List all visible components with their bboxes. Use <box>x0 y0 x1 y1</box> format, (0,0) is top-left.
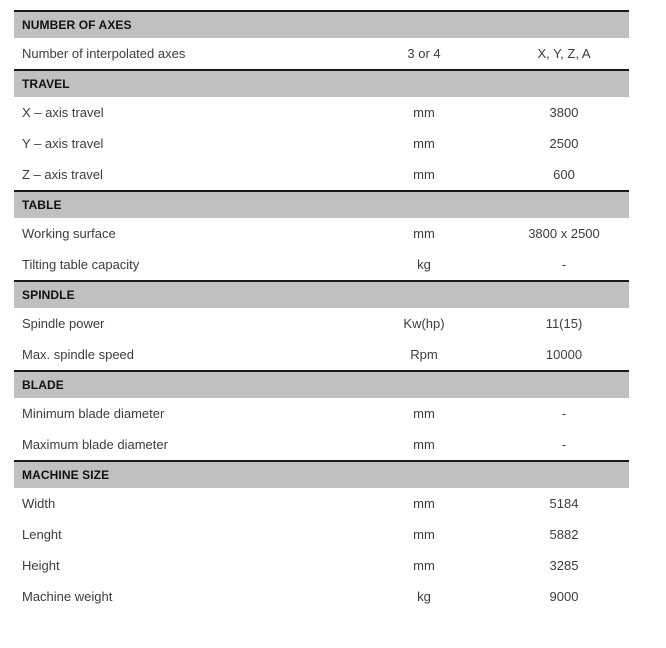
spec-row <box>14 488 629 519</box>
spec-label: Spindle power <box>22 316 105 331</box>
section-rows <box>14 218 629 280</box>
spec-value: 2500 <box>549 136 579 151</box>
section-rows <box>14 97 629 190</box>
spec-section <box>14 69 629 190</box>
section-header <box>14 69 629 97</box>
spec-section <box>14 190 629 280</box>
spec-row <box>14 550 629 581</box>
spec-value: - <box>561 406 567 421</box>
section-title: TRAVEL <box>22 77 70 91</box>
spec-unit: mm <box>413 105 435 120</box>
spec-value: 5184 <box>549 496 579 511</box>
spec-value: 600 <box>553 167 575 182</box>
section-title: MACHINE SIZE <box>22 468 110 482</box>
spec-label: Number of interpolated axes <box>22 46 186 61</box>
spec-unit: 3 or 4 <box>407 46 441 61</box>
spec-label: Y – axis travel <box>22 136 104 151</box>
spec-label: Working surface <box>22 226 116 241</box>
spec-label: Tilting table capacity <box>22 257 140 272</box>
spec-section <box>14 370 629 460</box>
section-header <box>14 280 629 308</box>
section-rows <box>14 488 629 612</box>
section-header <box>14 190 629 218</box>
spec-label: Max. spindle speed <box>22 347 135 362</box>
spec-value: 10000 <box>545 347 583 362</box>
spec-unit: mm <box>413 437 435 452</box>
spec-value: - <box>561 437 567 452</box>
spec-section <box>14 460 629 612</box>
spec-row <box>14 249 629 280</box>
machine-spec-table <box>14 10 629 612</box>
spec-label: Minimum blade diameter <box>22 406 165 421</box>
spec-row <box>14 128 629 159</box>
spec-row <box>14 38 629 69</box>
spec-row <box>14 159 629 190</box>
section-title: TABLE <box>22 198 62 212</box>
section-rows <box>14 398 629 460</box>
spec-label: Machine weight <box>22 589 113 604</box>
spec-unit: mm <box>413 406 435 421</box>
spec-unit: kg <box>417 257 431 272</box>
spec-row <box>14 218 629 249</box>
spec-row <box>14 398 629 429</box>
section-rows <box>14 38 629 69</box>
section-title: SPINDLE <box>22 288 75 302</box>
spec-value: X, Y, Z, A <box>537 46 591 61</box>
section-rows <box>14 308 629 370</box>
section-title: BLADE <box>22 378 64 392</box>
spec-unit: Rpm <box>410 347 438 362</box>
spec-row <box>14 581 629 612</box>
spec-value: 11(15) <box>545 316 583 331</box>
spec-unit: mm <box>413 558 435 573</box>
spec-value: 9000 <box>549 589 579 604</box>
spec-unit: mm <box>413 136 435 151</box>
section-title: NUMBER OF AXES <box>22 18 132 32</box>
section-header <box>14 460 629 488</box>
spec-unit: mm <box>413 496 435 511</box>
spec-value: 3285 <box>549 558 579 573</box>
spec-row <box>14 429 629 460</box>
spec-unit: mm <box>413 167 435 182</box>
spec-unit: Kw(hp) <box>403 316 445 331</box>
spec-section <box>14 10 629 69</box>
section-header <box>14 10 629 38</box>
spec-unit: kg <box>417 589 431 604</box>
spec-label: Width <box>22 496 56 511</box>
spec-label: Z – axis travel <box>22 167 103 182</box>
spec-row <box>14 97 629 128</box>
spec-unit: mm <box>413 226 435 241</box>
spec-label: Maximum blade diameter <box>22 437 168 452</box>
spec-unit: mm <box>413 527 435 542</box>
spec-value: 3800 x 2500 <box>528 226 600 241</box>
spec-section <box>14 280 629 370</box>
spec-row <box>14 339 629 370</box>
spec-value: - <box>561 257 567 272</box>
section-header <box>14 370 629 398</box>
spec-row <box>14 308 629 339</box>
spec-label: Height <box>22 558 60 573</box>
spec-value: 5882 <box>549 527 579 542</box>
spec-value: 3800 <box>549 105 579 120</box>
spec-label: Lenght <box>22 527 62 542</box>
spec-row <box>14 519 629 550</box>
spec-label: X – axis travel <box>22 105 104 120</box>
